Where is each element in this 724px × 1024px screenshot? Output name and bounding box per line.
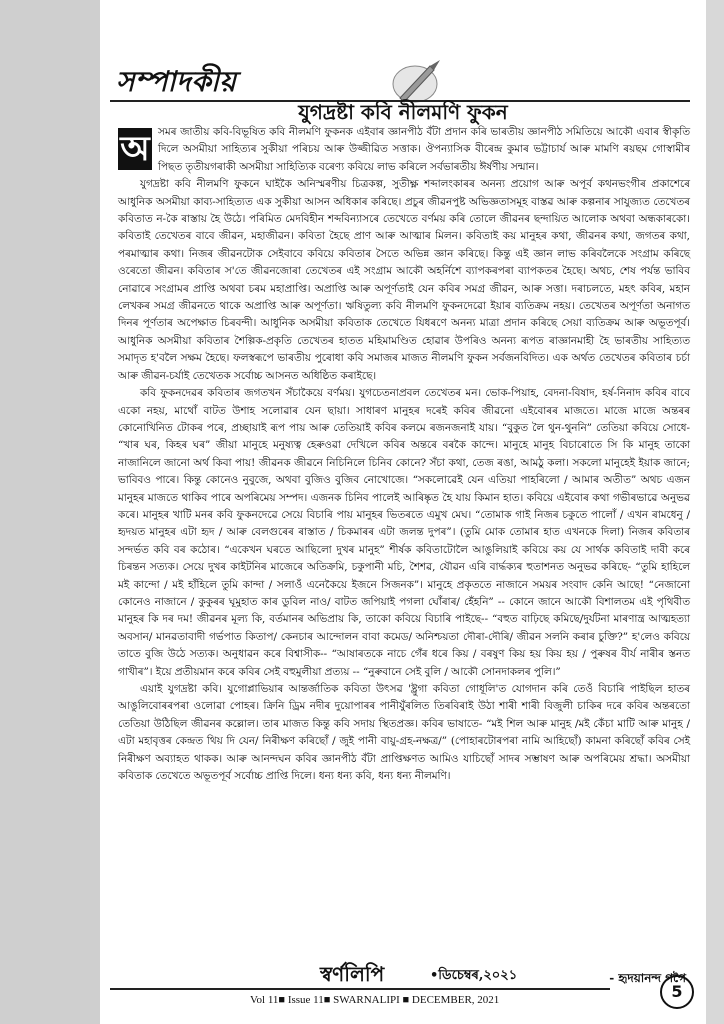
article-paragraph	[118, 124, 690, 176]
right-margin-band	[706, 0, 724, 1024]
article-title: যুগদ্ৰষ্টা কবি নীলমণি ফুকন	[298, 100, 508, 124]
footer-divider	[110, 988, 610, 990]
left-margin-band	[0, 0, 100, 1024]
article-paragraph: এয়াই যুগদ্ৰষ্টা কবি। যুগোপ্লাভিয়াৰ আন্তৰ্জাতিক কবিতা উৎসৱ 'ষ্ট্ৰুগা কবিতা গোধূলি'ত যোগদান কৰি তেওঁ বিচাৰি পাইছিল হাতৰ আঙুলিবোৰৰপৰা ওলোৱা পোহৰ। ক্ৰিনি ড্ৰিম নদীৰ দুয়োপাৰৰ পানীযুঁৰলিত তিৰবিৰাই উঠা শাৰী শাৰী বিজুলী চাকিৰ দৰে কবিৰ অন্তৰতো তেতিয়া উঠিছিল জীৱনৰ কল্লোল। তাৰ মাজত কিন্তু কবি সদায় স্থিতপ্ৰজ্ঞ। কবিৰ ভাষাতে- “মই শিল আৰু মানুহ /মই কেঁচা মাটি আৰু মানুহ /এটা মহাবৃত্তৰ কেন্দ্ৰত থিয় দি যেন/ নিৰীক্ষণ কৰিছোঁ / জুই পানী বায়ু-গ্ৰহ-নক্ষত্ৰ/” (পোহাৰটোৰপৰা নামি আহিছোঁ) কামনা কৰিছোঁ কবিৰ সেই নিৰীক্ষণ অব্যাহত থাকক। আৰু আনন্দঘন কবিৰ জ্ঞানপীঠ বঁটা প্ৰাপ্তিক্ষণত আমিও যাচিছোঁ সাদৰ সম্ভাষণ আৰু অপৰিমেয় শ্ৰদ্ধা। অসমীয়া কবিতাক তেখেতে অভূতপূৰ্ব সৰ্বোচ্চ প্ৰাপ্তি দিলে। ধন্য ধন্য কবি, ধন্য ধন্য নীলমণি।	[118, 683, 690, 783]
article-paragraph: কবি ফুকনদেৱৰ কবিতাৰ জগতখন সঁচাকৈয়ে বৰ্ণময়। যুগচেতনাপ্ৰবল তেখেতৰ মন। ভোক-পিয়াহ, বেদনা-বিষাদ, হৰ্ষ-নিনাদ কবিৰ বাবে একো নহয়, মাথোঁ বাটত উশাহ সলোৱাৰ যেন ছায়া। সাধাৰণ মানুহৰ দৰেই কবিৰ জীৱনো এইবোৰৰ মাজতে। মাজে মাজে অন্তৰৰ কোনোখিনিত টোকৰ পৰে, প্ৰচ্ছায়াই ৰূপ পায় আৰু তেতিয়াই কবিৰ কলমে ৰজনজনাই যায়। “বুকুত লৈ থুন-থুননি” তেতিয়া কবিয়ে সোধে- “খাৰ ঘৰ, কিহৰ ঘৰ” জীয়া মানুহে মনুষ্যত্ব হেৰুওৱা দেখিলে কবিৰ অন্তৰে বৰকৈ কান্দে। মানুহে মানুহ বিচাৰোতে সি কি মানুহ তাকো নাজানিলে জানো অৰ্থ কিবা পায়! জীৱনক জীৱনে নিচিনিলে চিনিব কোনে? সঁচা কথা, তেজ ৰঙা, আমঠু কলা। সকলো মানুহেই ইয়াক জানে; ভাবিবও পাৰে। কিন্তু কোনেও নুবুজে, অথবা বুজিও বুজিব নোখোজে। “সকলোৱেই যেন এতিয়া পাহৰিলো / আমাৰ অতীত” অথচ এজন মানুহৰ মাজতে থাকিব পাৰে অপৰিমেয় সম্পদ। এজনক চিনিব পালেই আৰিষ্কৃত হৈ যায় কিমান হাত। কবিয়ে এইবোৰ কথা গভীৰভাৱে অনুভৱ কৰে। মানুহৰ খাটি মনৰ কবি ফুকনদেৱে সেয়ে বিচাৰি পায় মানুহৰ ভিতৰতে এমুখ মেঘ। “তোমাক গাই নিজৰ চকুতে পালোঁ / এখন ৰামধেনু / হৃদয়ত মানুহৰ এটা হৃদ / আৰু বেলগুৰেৰ ৰাস্তাত / চিকমাৰৰ এটা জলন্ত দুপৰ”। (তুমি মোক তোমাৰ হাত এখনকে দিলা) নিজৰ কবিতাৰ সন্দৰ্ভত কবি বৰ কঠোৰ। “একেখন ঘৰতে আছিলো দুখৰ মানুহ” শীৰ্ষক কবিতাটোলৈ আঙুলিয়াই কবিয়ে কয় যে সাৰ্থক কবিতাই দাবী কৰে চিৰন্তন সত্যক। সেয়ে দুখৰ কাইটনিৰ মাজেৰে অতিক্ৰমি, চকুপানী মচি, শৈশৱ, যৌৱন এৰি বাৰ্দ্ধক্যৰ হুতাশনত অনুভৱ কৰিছে- “তুমি হাহিলে মই কান্দো / মই হাঁহিলে তুমি কান্দা / সলাওঁ এনেকৈয়ে ইজনে সিজনক”। মানুহে প্ৰকৃততে নাজানে সময়ৰ সংবাদ কেনি আছে! “নেজানো কোনেও নাজানে / কুকুৰৰ ঘূমুহাত কাৰ ডুবিল নাও/ বাটত জপিয়াই পগলা ঘোঁৰাৰ/ হেঁহনি” -- কোনে জানে আকৌ বিশালতম এই পৃথিবীত মানুহৰ কি দৰ দম! জীৱনৰ মূল্য কি, বৰ্তমানৰ অভিপ্ৰায় কি, তাকো কবিয়ে বিচাৰি পাইছে-- “বহুত বাঢ়িছে কমিছে/দুৰ্যটনা মাৰণান্ত্ৰ আত্মহত্যা অবসান/ মানৱতাবাদী গৰ্ভপাত কিতাপ/ কেনচাৰ আন্দোলন বাবা কমেড/ অনিশ্চয়তা দৌৰা-দৌৰি/ জীৱন সলনি কৰাৰ চুক্তি?” হ'লেও কবিয়ে তাতে বুজি উঠে সত্যক। অনুধাৱন কৰে বিশ্বাসীক-- “আষাৰতকে নাচে গেঁৰ ধৰে কিয় / বৰষুণ কিয় হয় কিয় হয় / পুৰুষৰ বীৰ্য নাৰীৰ স্তনত গাখীৰ”। ইয়ে প্ৰতীয়মান কৰে কবিৰ সেই বহুমুলীয়া প্ৰত্যয় -- “নুৰুবানে সেই বুলি / আকৌ সোনদাকলৰ পুলি।”	[118, 387, 690, 678]
author-signature: - হৃদয়ানন্দ গগৈ	[609, 971, 686, 985]
magazine-page	[100, 0, 706, 1024]
issue-date: •ডিচেম্বৰ,২০২১	[430, 968, 518, 983]
magazine-name: স্বৰ্ণলিপি	[320, 962, 385, 986]
article-paragraph: যুগদ্ৰষ্টা কবি নীলমণি ফুকনে ঘাইকৈ অনিস্মৰণীয় চিত্ৰকল্প, সুতীক্ষ্ণ শব্দালংকাৰৰ অনন্য প্ৰয়োগ আৰু অপূৰ্ব কথনভংগীৰ প্ৰকাশেৰে আধুনিক অসমীয়া কাব্য-সাহিত্যত এক সুকীয়া আসন অধিকাৰ কৰিছে। প্ৰচুৰ জীৱনপুষ্ট অভিজ্ঞতাসমূহ বাস্তৱ আৰু কল্পনাৰ সাযুজ্যত তেখেতৰ কবিতাত ন-কৈ ৰাস্তায় হৈ উঠে। পৰিমিত মেদবিহীন শব্দবিন্যাসৰে তেখেতে বৰ্ণময় কৰি তোলে জীৱনৰ ছন্দায়িত আলোক অথবা অন্ধকাৰকো। কবিতাই তেখেতৰ বাবে জীৱন, মহাজীৱন। কবিতা হৈছে প্ৰাণ আৰু আত্মাৰ মিলন। কবিতাই কয় মানুহৰ কথা, জীৱনৰ কথা, জগতৰ কথা, পৰমাত্মাৰ কথা। নিজৰ জীৱনটোক সেইবাবে কবিয়ে কবিতাৰ সৈতে অভিন্ন জ্ঞান কৰিছে। কিন্তু এই জ্ঞান লাভ কৰিবলৈকে সংগ্ৰাম কৰিছে ওৰেতো জীৱন। কবিতাৰ স'তে জীৱনজোৰা তেখেতৰ এই সংগ্ৰাম আকৌ অহৰ্নিশে ব্যাপকৰপৰা ব্যাপকতৰ হৈছে। অথচ, শেষ পৰ্যন্ত ভাবিব নোৱাৰে সংগ্ৰামৰ প্ৰাপ্তি অথবা চৰম মহাপ্ৰাপ্তি। অপ্ৰাপ্তি আৰু অপূৰ্ণতাই যেন কবিৰ সমগ্ৰ জীৱন, আৰু সত্তা। দৰাচলতে, মহৎ কবিৰ, মহান লেখকৰ সমগ্ৰ জীৱনতে থাকে অপ্ৰাপ্তি আৰু অপূৰ্ণতা। ঋষিতুল্য কবি নীলমণি ফুকনদেৱো ইয়াৰ ব্যতিক্ৰম নহয়। তেখেতৰ অপূৰ্ণতা অনাগত দিনৰ পূৰ্ণতাৰ অপেক্ষাত চিৰবন্দী। আধুনিক অসমীয়া কবিতাক তেখেতে যিধৰণে অনন্য মাত্ৰা প্ৰদান কৰিছে সেয়া ব্যতিক্ৰম আৰু অভূতপূৰ্ব। আধুনিক অসমীয়া কবিতাৰ শৈল্পিক-প্ৰকৃতি তেখেতৰ হাতত মহিমামণ্ডিত হোৱাৰ উপৰিও অনন্য ৰূপত ৰাজ্ঞানমাহী হৈ ভাৰতীয় সাহিত্যত সমাদৃত হ'বলৈ সক্ষম হৈছে। ফলস্বৰূপে ভাৰতীয় পুৰোধা কবি সমাজৰ মাজত নীলমণি ফুকন সৰ্বজনবিদিত। এক অৰ্থত তেখেতৰ কবিতাৰ চৰ্চা আৰু জীৱন-চৰ্যাই তেখেতক সৰ্বোচ্চ আসনত অধিষ্ঠিত কৰাইছে।	[118, 178, 690, 382]
drop-cap: অ	[118, 128, 152, 170]
page-number: 5	[660, 975, 694, 1009]
paragraph-text: সমৰ জাতীয় কবি-বিভূষিত কবি নীলমণি ফুকনক এইবাৰ জ্ঞানপীঠ বঁটা প্ৰদান কৰি ভাৰতীয় জ্ঞানপীঠ সমিতিয়ে আকৌ এবাৰ স্বীকৃতি দিলে অসমীয়া সাহিত্যৰ সুকীয়া পৰিচয় আৰু উজ্জীৱিত সত্তাক। ঔপন্যাসিক বীৰেন্দ্ৰ কুমাৰ ভট্টাচাৰ্য আৰু মামণি ৰয়ছম গোস্বামীৰ পিছত তৃতীয়গৰাকী অসমীয়া সাহিত্যিক বৰেণ্য কবিয়ে লাভ কৰিলে সৰ্বভাৰতীয় ঈৰ্ষণীয় সন্মান।	[158, 126, 690, 173]
article-body	[118, 124, 690, 785]
volume-line: Vol 11■ Issue 11■ SWARNALIPI ■ DECEMBER, 2021	[250, 994, 500, 1006]
section-title: সম্পাদকীয়	[116, 65, 237, 98]
